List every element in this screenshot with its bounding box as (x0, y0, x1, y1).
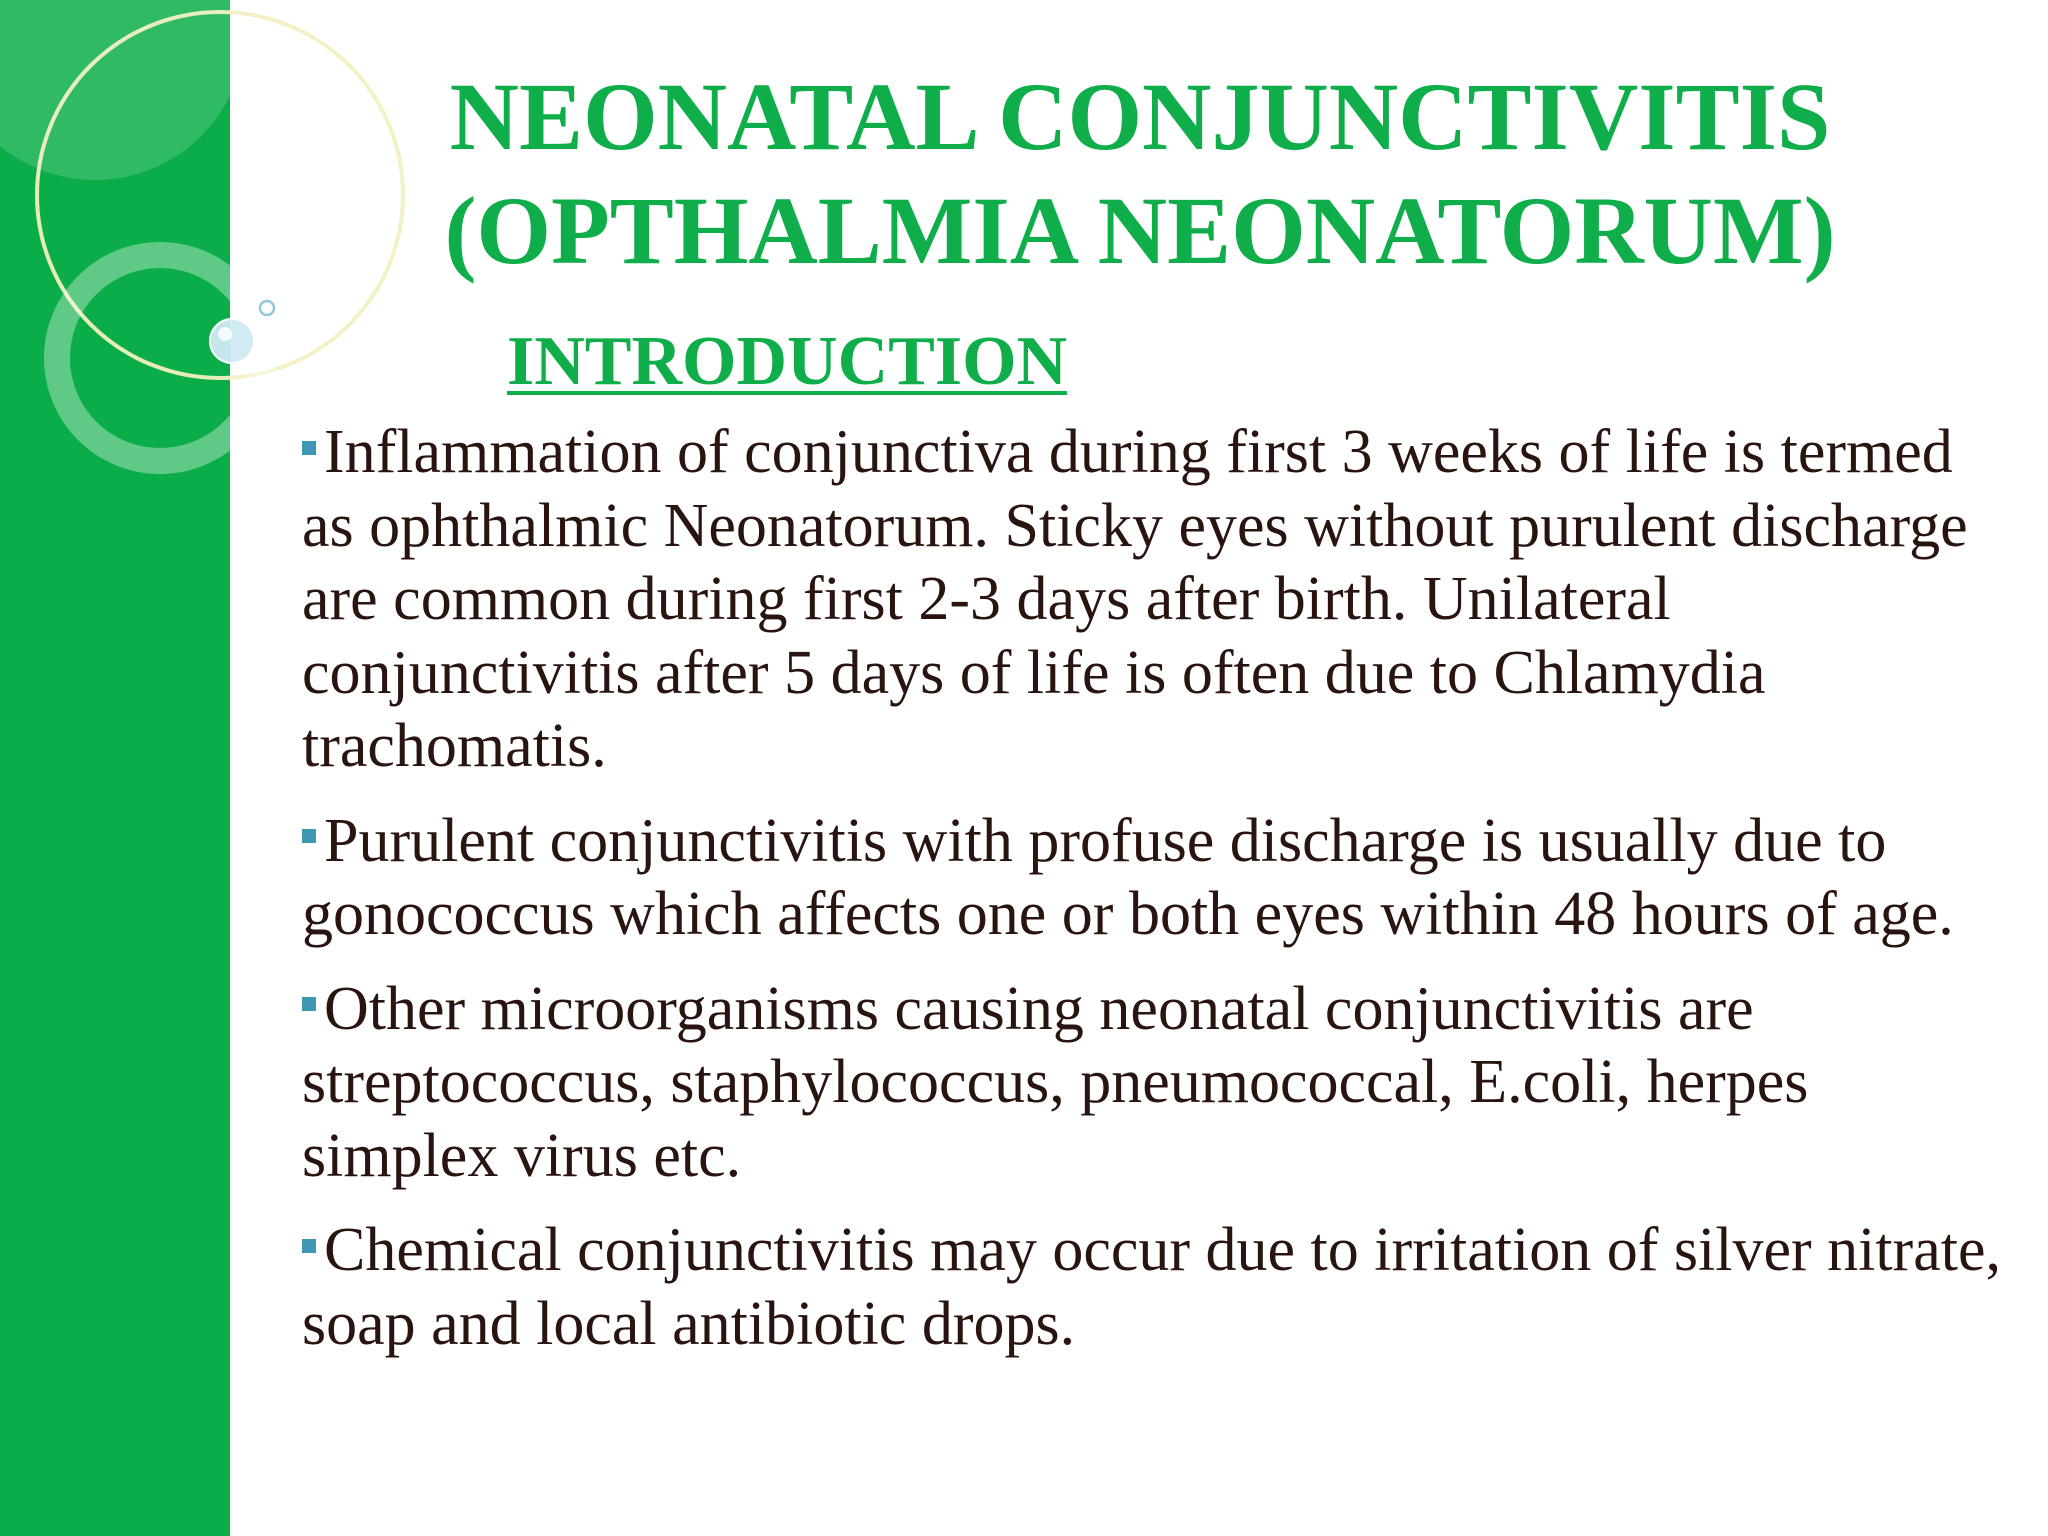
bullet-square-icon (302, 1239, 316, 1253)
slide-title (360, 60, 1920, 288)
title-line-2: (OPTHALMIA NEONATORUM) (444, 177, 1836, 284)
bullet-square-icon (302, 829, 316, 843)
bullet-list (302, 416, 2002, 1382)
bullet-text: Other microorganisms causing neonatal conjunctivitis are streptococcus, staphylococcus, pneumococcal, E.coli, herpes simplex virus etc. (302, 974, 1809, 1190)
decorative-rings (0, 0, 330, 520)
deco-bubble-highlight (218, 327, 232, 341)
bullet-item (302, 805, 2002, 952)
bullet-item (302, 973, 2002, 1194)
bullet-square-icon (302, 997, 316, 1011)
title-line-1: NEONATAL CONJUNCTIVITIS (449, 63, 1831, 170)
bullet-item (302, 1214, 2002, 1361)
bullet-text: Inflammation of conjunctiva during first 3 weeks of life is termed as ophthalmic Neonatorum. Sticky eyes without purulent discharge are common during first 2-3 days after birth. Unilateral conjunctivitis after 5 days of life is often due to Chlamydia trachomatis. (302, 418, 1968, 780)
bullet-square-icon (302, 441, 316, 455)
bullet-text: Purulent conjunctivitis with profuse discharge is usually due to gonococcus which affects one or both eyes within 48 hours of age. (302, 806, 1954, 948)
deco-large-circle (0, 0, 245, 180)
bullet-item (302, 416, 2002, 784)
deco-bubble (210, 319, 254, 363)
bullet-text: Chemical conjunctivitis may occur due to irritation of silver nitrate, soap and local antibiotic drops. (302, 1216, 2001, 1358)
section-heading: INTRODUCTION (507, 323, 1068, 400)
